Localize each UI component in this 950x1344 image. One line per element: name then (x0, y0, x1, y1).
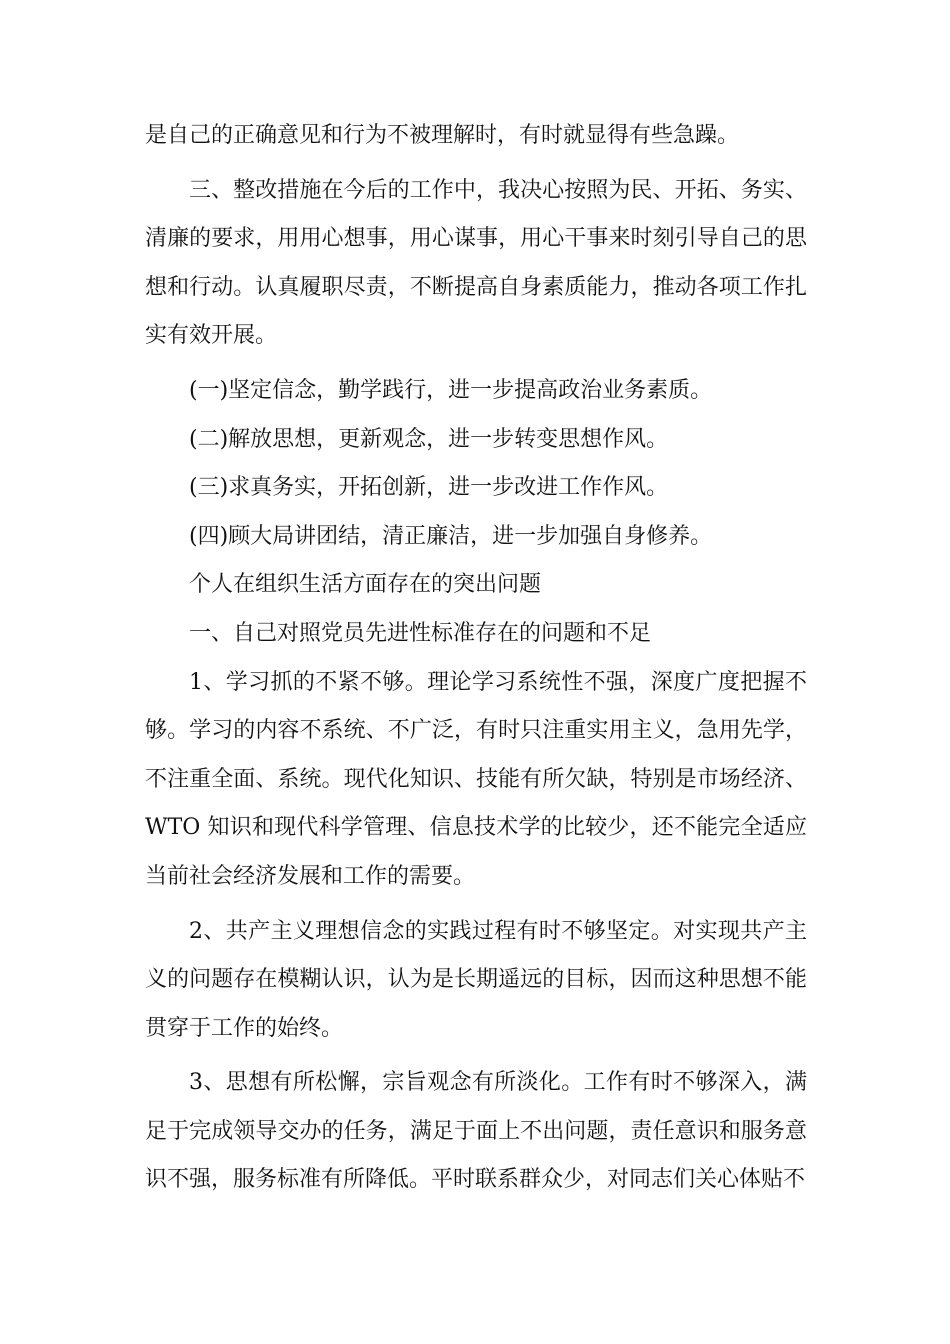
paragraph-rectification-measures: 三、整改措施在今后的工作中，我决心按照为民、开拓、务实、清廉的要求，用用心想事，用心谋事，用心干事来时刻引导自己的思想和行动。认真履职尽责，不断提高自身素质能力，推动各项工作扎实有效开展。 (145, 177, 807, 349)
subsection-heading: 一、自己对照党员先进性标准存在的问题和不足 (189, 620, 652, 646)
paragraph-point-1: 1、学习抓的不紧不够。理论学习系统性不强，深度广度把握不够。学习的内容不系统、不广泛，有时只注重实用主义，急用先学，不注重全面、系统。现代化知识、技能有所欠缺，特别是市场经济、WTO 知识和现代科学管理、信息技术学的比较少，还不能完全适应当前社会经济发展和工作的需要。 (145, 669, 807, 889)
paragraph-item-1: (一)坚定信念，勤学践行，进一步提高政治业务素质。 (189, 377, 713, 403)
paragraph-item-4: (四)顾大局讲团结，清正廉洁，进一步加强自身修养。 (189, 523, 713, 549)
paragraph-continuation: 是自己的正确意见和行为不被理解时，有时就显得有些急躁。 (145, 123, 740, 148)
section-heading: 个人在组织生活方面存在的突出问题 (189, 572, 542, 598)
paragraph-item-3: (三)求真务实，开拓创新，进一步改进工作作风。 (189, 475, 669, 501)
paragraph-point-2: 2、共产主义理想信念的实践过程有时不够坚定。对实现共产主义的问题存在模糊认识，认为是长期遥远的目标，因而这种思想不能贯穿于工作的始终。 (145, 918, 807, 1041)
paragraph-point-3: 3、思想有所松懈，宗旨观念有所淡化。工作有时不够深入，满足于完成领导交办的任务，满足于面上不出问题，责任意识和服务意识不强，服务标准有所降低。平时联系群众少，对同志们关心体贴不 (145, 1070, 807, 1193)
paragraph-item-2: (二)解放思想，更新观念，进一步转变思想作风。 (189, 426, 669, 452)
document-body (145, 112, 807, 1205)
